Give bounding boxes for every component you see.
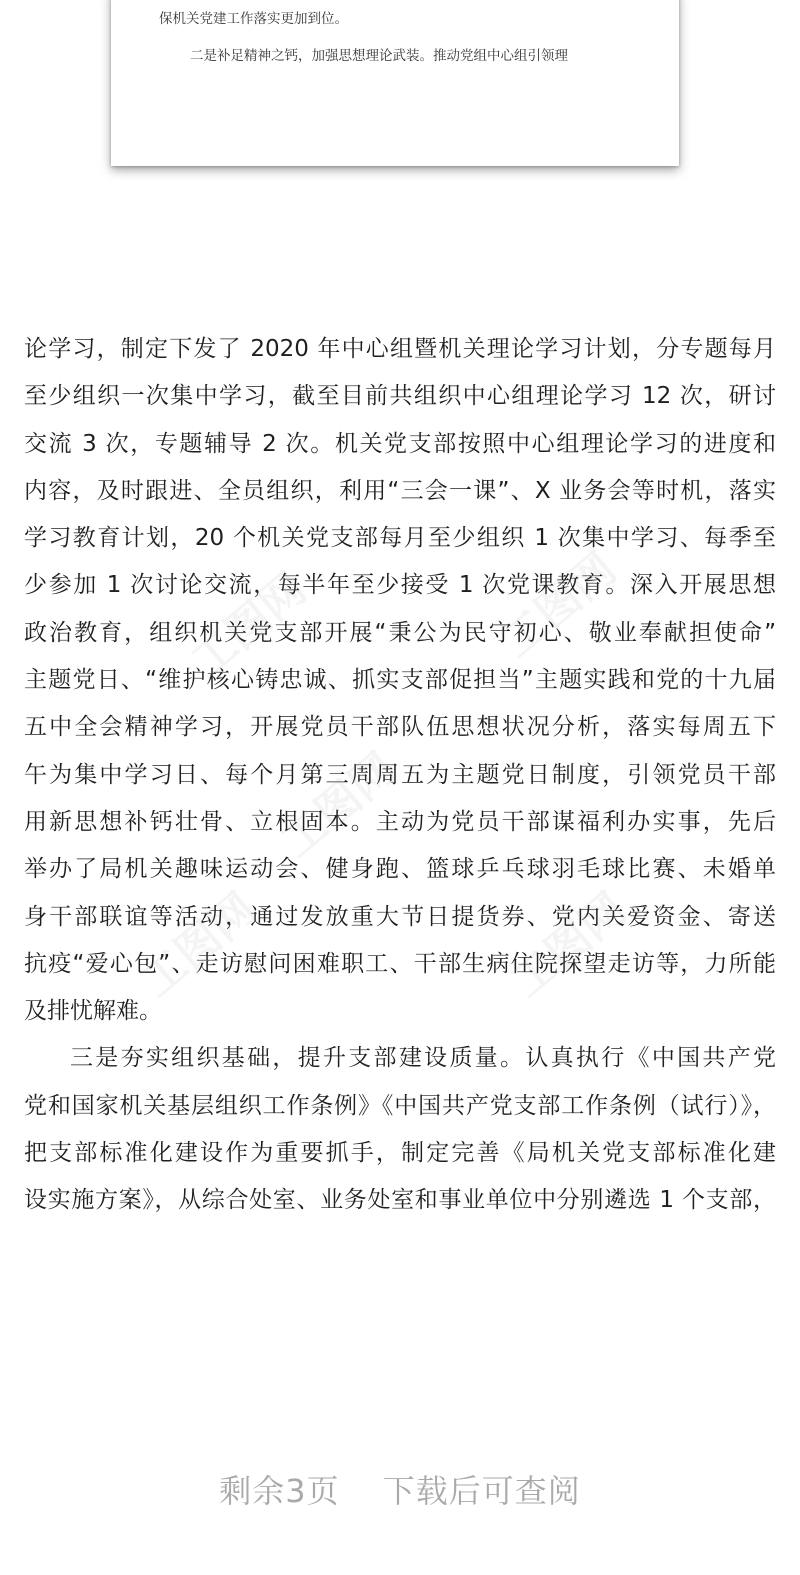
body-line: 少参加 1 次讨论交流，每半年至少接受 1 次党课教育。深入开展思想 [24, 572, 776, 599]
watermark: 工图网 [131, 883, 266, 1008]
body-line: 把支部标准化建设作为重要抓手，制定完善《局机关党支部标准化建 [24, 1140, 776, 1167]
body-line: 三是夯实组织基础，提升支部建设质量。认真执行《中国共产党 [70, 1045, 776, 1072]
body-line: 政治教育，组织机关党支部开展“秉公为民守初心、敬业奉献担使命” [24, 619, 776, 646]
body-line: 交流 3 次，专题辅导 2 次。机关党支部按照中心组理论学习的进度和 [24, 430, 776, 457]
body-line: 及排忧解难。 [24, 998, 162, 1025]
watermark: 工图网 [271, 743, 406, 868]
document-preview-card [111, 0, 679, 166]
download-prompt[interactable] [0, 1466, 800, 1512]
watermark: 工图网 [181, 563, 316, 688]
body-line: 身干部联谊等活动，通过发放重大节日提货券、党内关爱资金、寄送 [24, 903, 776, 930]
body-line: 党和国家机关基层组织工作条例》《中国共产党支部工作条例（试行）》， [24, 1092, 776, 1119]
preview-line-1: 保机关党建工作落实更加到位。 [159, 11, 348, 27]
body-line: 学习教育计划，20 个机关党支部每月至少组织 1 次集中学习、每季至 [24, 525, 776, 552]
body-line: 设实施方案》，从综合处室、业务处室和事业单位中分别遴选 1 个支部， [24, 1187, 776, 1214]
body-line: 主题党日、“维护核心铸忠诚、抓实支部促担当”主题实践和党的十九届 [24, 667, 776, 694]
body-line: 午为集中学习日、每个月第三周周五为主题党日制度，引领党员干部 [24, 761, 776, 788]
body-line: 五中全会精神学习，开展党员干部队伍思想状况分析，落实每周五下 [24, 714, 776, 741]
preview-line-2: 二是补足精神之钙，加强思想理论武装。推动党组中心组引领理 [190, 48, 568, 64]
download-to-view-label[interactable]: 下载后可查阅 [382, 1472, 581, 1510]
document-body [24, 326, 776, 1225]
body-line: 至少组织一次集中学习，截至目前共组织中心组理论学习 12 次，研讨 [24, 383, 776, 410]
watermark: 工图网 [491, 543, 626, 668]
body-line: 内容，及时跟进、全员组织，利用“三会一课”、X 业务会等时机，落实 [24, 477, 776, 504]
body-line: 论学习，制定下发了 2020 年中心组暨机关理论学习计划，分专题每月 [24, 336, 776, 362]
remaining-pages-label: 剩余3页 [219, 1472, 340, 1510]
body-line: 举办了局机关趣味运动会、健身跑、篮球乒乓球羽毛球比赛、未婚单 [24, 856, 776, 883]
body-line: 用新思想补钙壮骨、立根固本。主动为党员干部谋福利办实事，先后 [24, 808, 776, 835]
watermark: 工图网 [501, 883, 636, 1008]
body-line: 抗疫“爱心包”、走访慰问困难职工、干部生病住院探望走访等，力所能 [24, 950, 776, 977]
